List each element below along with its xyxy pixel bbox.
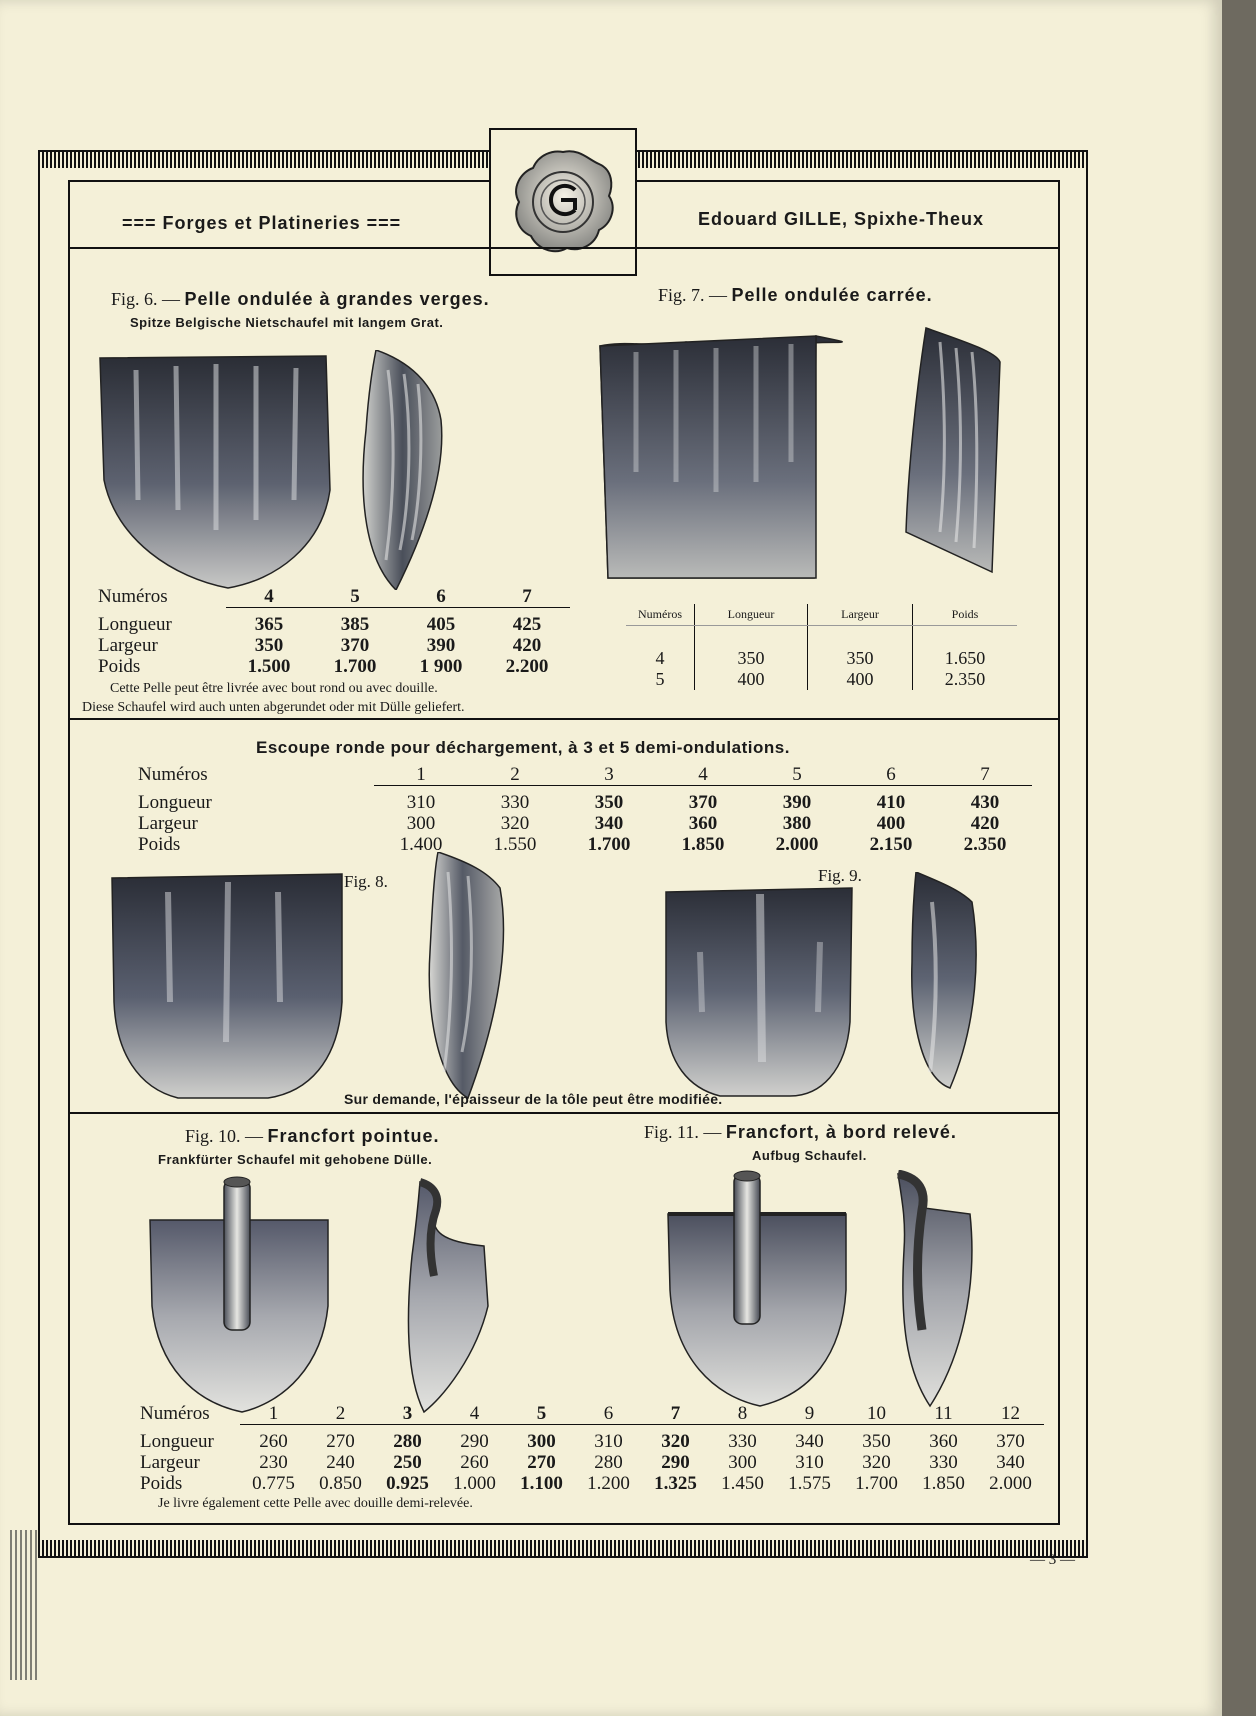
table-cell: 1.550 [493, 833, 537, 855]
fig8-label: Fig. 8. [344, 872, 388, 891]
table-cell: 320 [862, 1451, 891, 1473]
row-label: Poids [138, 833, 181, 855]
francfort-num-col: 4 [441, 1403, 508, 1425]
table-cell: 0.850 [319, 1472, 362, 1494]
section-divider [68, 1112, 1060, 1114]
fig7-header: Longueur [695, 604, 808, 626]
francfort-num-col: 7 [642, 1403, 709, 1425]
table-cell: 330 [500, 791, 530, 813]
table-cell: 365 [254, 613, 284, 635]
fig6-num-col: 7 [484, 586, 570, 608]
table-cell: 2.200 [505, 655, 549, 677]
table-cell: 405 [426, 613, 456, 635]
escoupe-num-col: 5 [750, 764, 844, 786]
table-cell: 1.850 [922, 1472, 965, 1494]
table-cell: 1.850 [681, 833, 725, 855]
table-cell: 320 [500, 812, 530, 834]
escoupe-num-col: 4 [656, 764, 750, 786]
fig6-label: Fig. 6. — [111, 289, 181, 309]
fig7-name: Pelle ondulée carrée. [731, 285, 933, 305]
table-cell: 310 [594, 1430, 623, 1452]
table-cell: 390 [782, 791, 812, 813]
table-row [140, 1452, 1044, 1473]
fig10-subtitle: Frankfürter Schaufel mit gehobene Dülle. [158, 1152, 433, 1167]
table-cell: 290 [661, 1451, 690, 1473]
fig6-name: Pelle ondulée à grandes verges. [184, 289, 490, 309]
row-label: Longueur [98, 613, 172, 635]
fig7-shovel-illustration [596, 322, 1036, 584]
rose-monogram-logo [491, 130, 635, 274]
table-cell: 1.100 [520, 1472, 563, 1494]
page-number: — 3 — [1030, 1552, 1075, 1568]
row-label: Poids [140, 1472, 183, 1494]
table-cell: 280 [594, 1451, 623, 1473]
table-cell: 1.400 [399, 833, 443, 855]
table-cell: 270 [527, 1451, 556, 1473]
francfort-note: Je livre également cette Pelle avec douille demi-relevée. [158, 1496, 473, 1511]
table-cell: 2.000 [775, 833, 819, 855]
escoupe-title: Escoupe ronde pour déchargement, à 3 et 5 demi-ondulations. [256, 738, 790, 757]
table-cell: 1.650 [944, 647, 986, 668]
table-row [138, 813, 1032, 834]
table-cell: 280 [393, 1430, 422, 1452]
escoupe-num-col: 6 [844, 764, 938, 786]
numeros-text: Numéros [138, 764, 208, 786]
table-cell: 1 900 [419, 655, 463, 677]
fig10-title [185, 1126, 440, 1147]
fig11-shovel-illustration [660, 1170, 1030, 1410]
binding-edge [10, 1530, 40, 1680]
fig11-label: Fig. 11. — [644, 1122, 722, 1142]
fig6-subtitle: Spitze Belgische Nietschaufel mit langem Grat. [130, 315, 444, 330]
row-label: Longueur [138, 791, 212, 813]
fig10-name: Francfort pointue. [267, 1126, 440, 1146]
fig9-label: Fig. 9. [818, 866, 862, 885]
table-cell: 1.575 [788, 1472, 831, 1494]
fig6-num-col: 5 [312, 586, 398, 608]
table-cell: 410 [876, 791, 906, 813]
bottom-hatch-border [38, 1540, 1088, 1556]
table-cell: 2.000 [989, 1472, 1032, 1494]
fig10-label: Fig. 10. — [185, 1126, 264, 1146]
table-cell: 260 [460, 1451, 489, 1473]
table-cell: 350 [594, 791, 624, 813]
table-cell: 360 [688, 812, 718, 834]
fig6-numeros-label: Numéros [98, 586, 168, 608]
escoupe-num-col: 3 [562, 764, 656, 786]
escoupe-num-col: 1 [374, 764, 468, 786]
table-cell: 385 [340, 613, 370, 635]
table-cell: 1.325 [654, 1472, 697, 1494]
fig6-spec-table [98, 586, 570, 677]
header-rule [68, 247, 1060, 249]
table-cell: 4 [626, 648, 695, 669]
table-row [626, 669, 1017, 690]
table-cell: 380 [782, 812, 812, 834]
table-cell: 320 [661, 1430, 690, 1452]
francfort-num-col: 11 [910, 1403, 977, 1425]
table-cell: 370 [996, 1430, 1025, 1452]
francfort-numeros-label: Numéros [140, 1403, 210, 1425]
row-label: Longueur [140, 1430, 214, 1452]
table-cell: 340 [996, 1451, 1025, 1473]
table-cell: 300 [406, 812, 436, 834]
table-cell: 5 [626, 669, 695, 690]
table-cell: 350 [808, 648, 913, 669]
table-cell: 270 [326, 1430, 355, 1452]
table-cell: 2.350 [963, 833, 1007, 855]
logo-box [489, 128, 637, 276]
table-cell: 420 [970, 812, 1000, 834]
row-label: Largeur [98, 634, 158, 656]
table-cell: 340 [795, 1430, 824, 1452]
fig7-title [658, 285, 933, 306]
header-left-title: === Forges et Platineries === [122, 213, 402, 233]
fig6-note-fr: Cette Pelle peut être livrée avec bout rond ou avec douille. [110, 681, 438, 696]
table-cell: 400 [876, 812, 906, 834]
fig11-name: Francfort, à bord relevé. [725, 1122, 957, 1142]
escoupe-spec-table [138, 764, 1032, 855]
table-cell: 350 [862, 1430, 891, 1452]
fig6-title [111, 289, 490, 310]
fig8-shovel-illustration [108, 852, 558, 1102]
fig7-label: Fig. 7. — [658, 285, 728, 305]
table-cell: 390 [426, 634, 456, 656]
table-cell: 370 [340, 634, 370, 656]
fig10-shovel-illustration [144, 1176, 504, 1416]
escoupe-numeros-label [138, 764, 374, 786]
fig6-shovel-illustration [96, 350, 476, 590]
table-cell: 330 [929, 1451, 958, 1473]
fig9-shovel-illustration [660, 872, 1040, 1098]
table-cell: 430 [970, 791, 1000, 813]
table-cell: 1.000 [453, 1472, 496, 1494]
fig6-num-col: 6 [398, 586, 484, 608]
fig7-header: Poids [913, 604, 1018, 626]
fig7-spec-table [626, 604, 1017, 690]
table-cell: 300 [527, 1430, 556, 1452]
table-cell: 360 [929, 1430, 958, 1452]
francfort-num-col: 5 [508, 1403, 575, 1425]
table-row [140, 1431, 1044, 1452]
escoupe-num-col: 2 [468, 764, 562, 786]
escoupe-note: Sur demande, l'épaisseur de la tôle peut être modifiée. [344, 1091, 723, 1107]
table-cell: 420 [512, 634, 542, 656]
header-right-title: Edouard GILLE, Spixhe-Theux [698, 209, 985, 229]
table-cell: 0.925 [386, 1472, 429, 1494]
table-cell: 260 [259, 1430, 288, 1452]
row-label: Largeur [140, 1451, 200, 1473]
escoupe-num-col: 7 [938, 764, 1032, 786]
table-cell: 300 [728, 1451, 757, 1473]
table-cell: 2.150 [869, 833, 913, 855]
table-cell: 0.775 [252, 1472, 295, 1494]
francfort-num-col: 2 [307, 1403, 374, 1425]
table-row [98, 614, 570, 635]
table-cell: 290 [460, 1430, 489, 1452]
row-label: Poids [98, 655, 141, 677]
fig6-num-col: 4 [226, 586, 312, 608]
table-row [98, 635, 570, 656]
francfort-num-col: 6 [575, 1403, 642, 1425]
table-cell: 310 [795, 1451, 824, 1473]
fig11-subtitle: Aufbug Schaufel. [752, 1148, 867, 1163]
row-label: Largeur [138, 812, 198, 834]
table-cell: 240 [326, 1451, 355, 1473]
francfort-num-col: 3 [374, 1403, 441, 1425]
table-row [140, 1473, 1044, 1494]
table-cell: 1.700 [333, 655, 377, 677]
table-cell: 400 [808, 669, 913, 690]
francfort-num-col: 1 [240, 1403, 307, 1425]
fig7-header: Numéros [626, 604, 695, 626]
table-row [98, 656, 570, 677]
table-cell: 1.500 [247, 655, 291, 677]
table-row [626, 648, 1017, 669]
table-cell: 370 [688, 791, 718, 813]
francfort-num-col: 12 [977, 1403, 1044, 1425]
francfort-num-col: 9 [776, 1403, 843, 1425]
fig7-header: Largeur [808, 604, 913, 626]
table-cell: 250 [393, 1451, 422, 1473]
table-cell: 330 [728, 1430, 757, 1452]
table-cell: 340 [594, 812, 624, 834]
section-divider [68, 718, 1060, 720]
table-cell: 1.450 [721, 1472, 764, 1494]
table-cell: 400 [695, 669, 808, 690]
francfort-num-col: 10 [843, 1403, 910, 1425]
table-cell: 2.350 [944, 668, 986, 689]
table-cell: 1.700 [855, 1472, 898, 1494]
table-cell: 230 [259, 1451, 288, 1473]
fig11-title [644, 1122, 957, 1143]
francfort-num-col: 8 [709, 1403, 776, 1425]
table-cell: 1.200 [587, 1472, 630, 1494]
table-cell: 425 [512, 613, 542, 635]
table-cell: 310 [406, 791, 436, 813]
table-cell: 350 [695, 648, 808, 669]
table-cell: 350 [254, 634, 284, 656]
table-cell: 1.700 [587, 833, 631, 855]
francfort-spec-table [140, 1403, 1044, 1494]
fig6-note-de: Diese Schaufel wird auch unten abgerundet oder mit Dülle geliefert. [82, 700, 465, 715]
table-row [138, 792, 1032, 813]
